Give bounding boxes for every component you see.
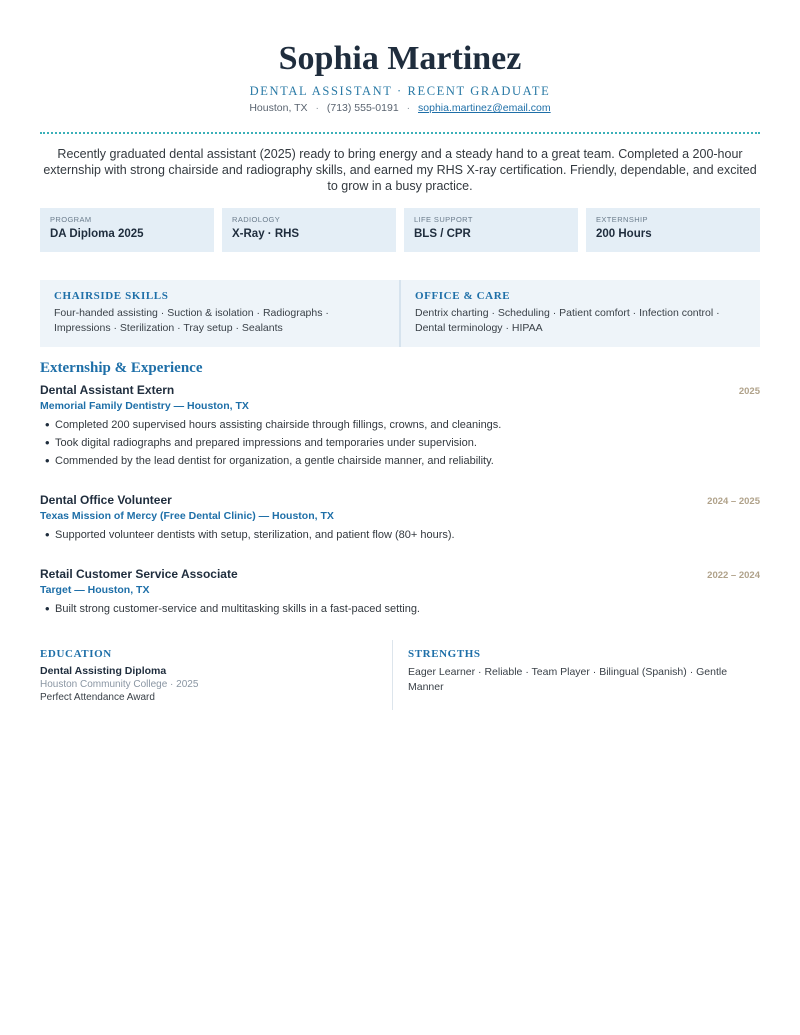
- candidate-name: Sophia Martinez: [278, 40, 522, 77]
- education-school: Houston Community College · 2025: [40, 679, 199, 690]
- job-title: Dental Assistant Extern: [40, 383, 175, 397]
- job-bullets: [40, 526, 760, 544]
- summary-text: Recently graduated dental assistant (2025) ready to bring energy and a steady hand to a great team. Completed a 200-hour externship with strong chairside and radiography skills, and earned my RHS X-ray certification. Friendly, dependable, and excited to grow in a busy practice.: [43, 147, 757, 193]
- skills-list: Four-handed assisting · Suction & isolation · Radiographs · Impressions · Sterilization · Tray setup · Sealants: [54, 307, 329, 334]
- candidate-subtitle: DENTAL ASSISTANT · RECENT GRADUATE: [249, 84, 551, 98]
- stat-card-life-support: [404, 208, 578, 252]
- job-organization: Texas Mission of Mercy (Free Dental Clinic) — Houston, TX: [40, 510, 334, 522]
- contact-email-link[interactable]: sophia.martinez@email.com: [418, 102, 551, 114]
- stat-label: EXTERNSHIP: [596, 215, 648, 224]
- job-entry: [40, 493, 760, 544]
- contact-phone: (713) 555-0191: [326, 102, 399, 114]
- stat-label: LIFE SUPPORT: [414, 215, 473, 224]
- education-degree: Dental Assisting Diploma: [40, 665, 167, 677]
- education-heading: EDUCATION: [40, 648, 112, 660]
- stat-card-program: [40, 208, 214, 252]
- job-bullet: • Commended by the lead dentist for organization, a gentle chairside manner, and reliability.: [40, 452, 760, 470]
- contact-line: [0, 102, 800, 114]
- job-entry: [40, 383, 760, 470]
- contact-separator: ·: [406, 102, 411, 114]
- bottom-section: [40, 640, 760, 710]
- stat-value: 200 Hours: [596, 228, 652, 240]
- job-date: 2022 – 2024: [707, 570, 760, 581]
- job-organization: Memorial Family Dentistry — Houston, TX: [40, 400, 249, 412]
- skills-heading: CHAIRSIDE SKILLS: [54, 290, 169, 302]
- strengths-section: [392, 640, 760, 710]
- job-date: 2025: [738, 386, 760, 397]
- skills-panel: [40, 280, 760, 347]
- skills-chairside: [40, 280, 399, 347]
- stat-value: DA Diploma 2025: [50, 228, 144, 240]
- header-divider: [40, 132, 760, 134]
- job-bullets: [40, 600, 760, 618]
- skills-heading: OFFICE & CARE: [415, 290, 511, 302]
- contact-location: Houston, TX: [249, 102, 308, 114]
- stat-label: RADIOLOGY: [232, 215, 281, 224]
- contact-separator: ·: [315, 102, 319, 114]
- skills-list: Dentrix charting · Scheduling · Patient comfort · Infection control · Dental terminology · HIPAA: [415, 307, 720, 334]
- stat-card-radiology: [222, 208, 396, 252]
- job-title: Retail Customer Service Associate: [40, 567, 238, 581]
- job-date: 2024 – 2025: [707, 496, 760, 507]
- education-award: Perfect Attendance Award: [40, 692, 155, 703]
- experience-heading: Externship & Experience: [40, 360, 203, 376]
- job-entry: [40, 567, 760, 618]
- stats-row: [40, 208, 760, 252]
- job-bullet: • Completed 200 supervised hours assisting chairside through fillings, crowns, and cleanings.: [40, 416, 760, 434]
- stat-card-externship: [586, 208, 760, 252]
- job-bullet: • Built strong customer-service and multitasking skills in a fast-paced setting.: [40, 600, 760, 618]
- job-bullet: • Took digital radiographs and prepared impressions and temporaries under supervision.: [40, 434, 760, 452]
- strengths-heading: STRENGTHS: [408, 648, 481, 660]
- stat-value: BLS / CPR: [414, 228, 471, 240]
- strengths-list: Eager Learner · Reliable · Team Player · Bilingual (Spanish) · Gentle Manner: [408, 666, 728, 693]
- job-title: Dental Office Volunteer: [40, 493, 172, 507]
- job-bullets: [40, 416, 760, 470]
- education-section: [40, 640, 392, 710]
- stat-value: X-Ray · RHS: [232, 228, 300, 240]
- skills-office: [399, 280, 760, 347]
- job-bullet: • Supported volunteer dentists with setup, sterilization, and patient flow (80+ hours).: [40, 526, 760, 544]
- job-organization: Target — Houston, TX: [40, 584, 150, 596]
- stat-label: PROGRAM: [50, 215, 92, 224]
